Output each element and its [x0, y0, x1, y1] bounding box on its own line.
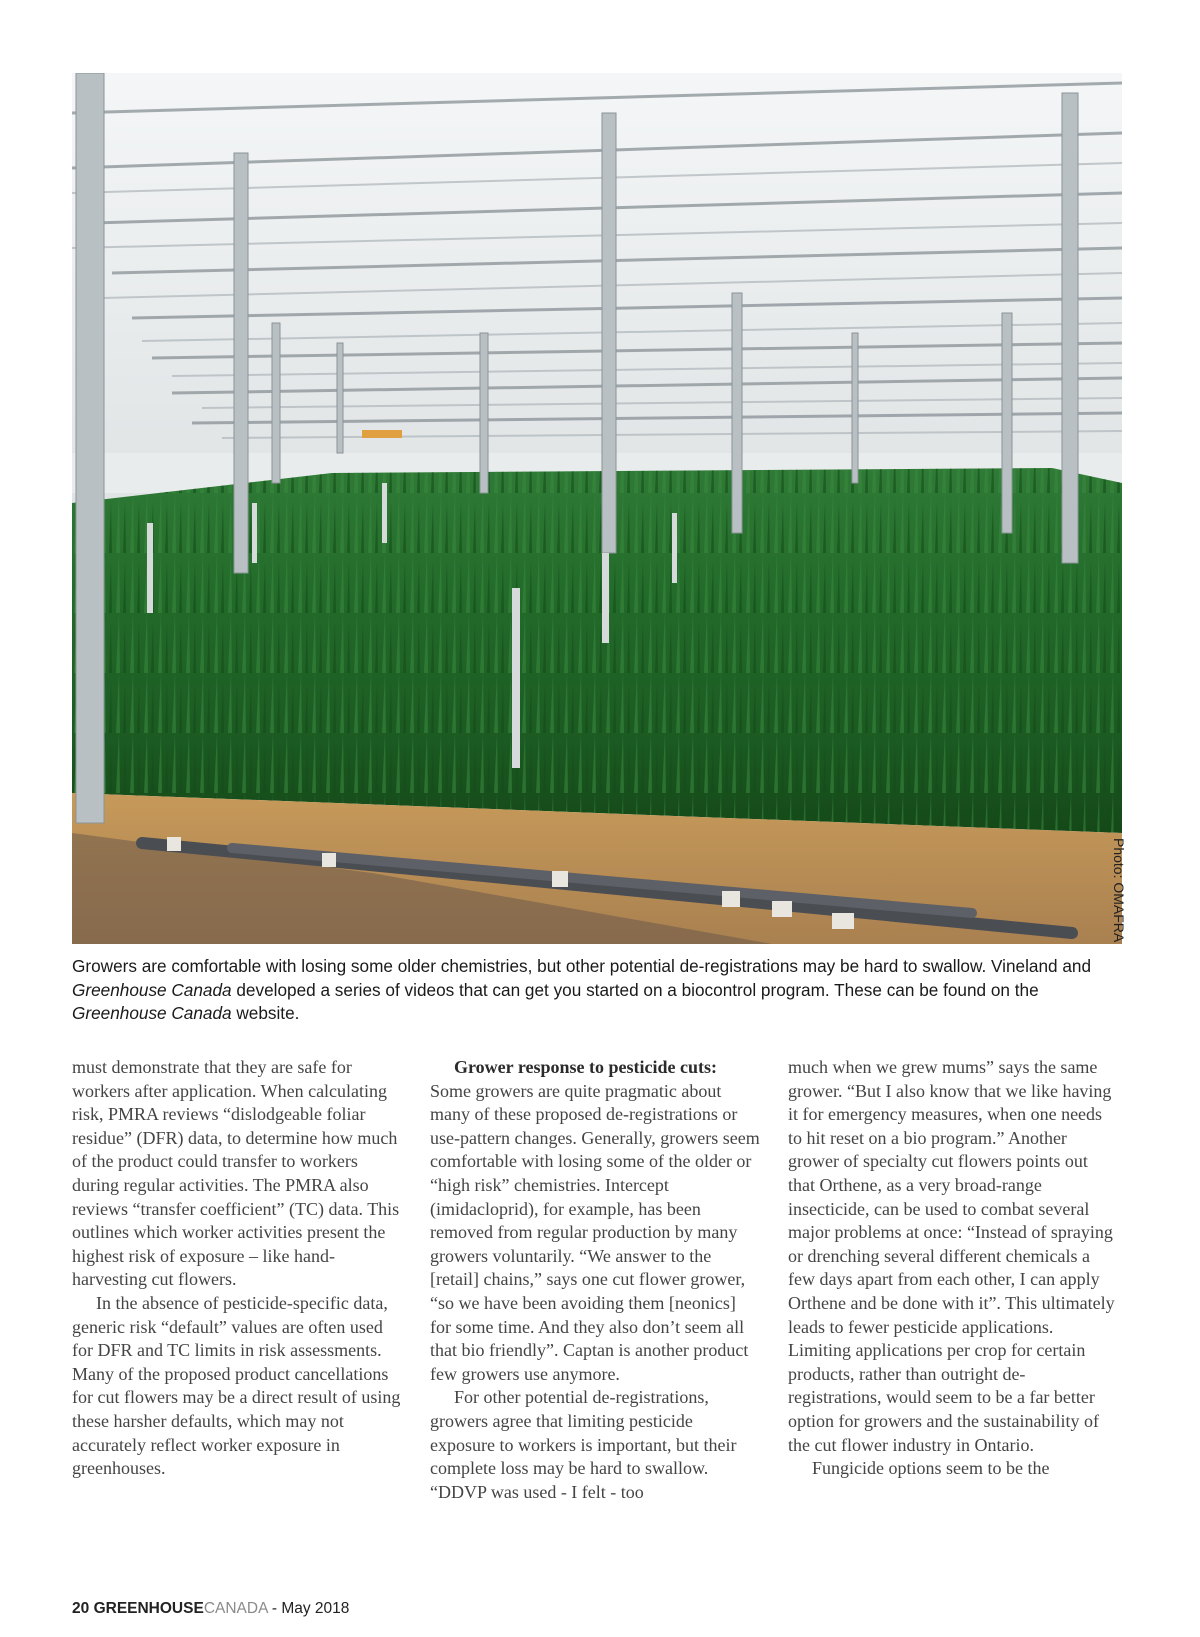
- photo-caption: [72, 955, 1127, 1026]
- article-column-1: [72, 1056, 402, 1481]
- caption-text-2: developed a series of videos that can get you started on a biocontrol program. These can be found on the: [231, 979, 1039, 1000]
- column2-paragraph-1: [430, 1056, 760, 1386]
- column3-paragraph-1: much when we grew mums” says the same grower. “But I also know that we like having it for emergency measures, when one needs to hit reset on a bio program.” Another grower of specialty cut flowers points out that Orthene, as a very broad-range insecticide, can be used to combat several major problems at once: “Instead of spraying or drenching several different chemicals a few days apart from each other, I can apply Orthene and be done with it”. This ultimately leads to fewer pesticide applications. Limiting applications per crop for certain products, rather than outright de-registrations, would seem to be a far better option for growers and the sustainability of the cut flower industry in Ontario.: [788, 1057, 1115, 1455]
- column2-paragraph-1-text: Some growers are quite pragmatic about many of these proposed de-registrations or use-pattern changes. Generally, growers seem comfortable with losing some of the older or “high risk” chemistries. Intercept (imidacloprid), for example, has been removed from regular production by many growers voluntarily. “We answer to the [retail] chains,” says one cut flower grower, “so we have been avoiding them [neonics] for some time. And they also don’t seem all that bio friendly”. Captan is another product few growers use anymore.: [430, 1080, 760, 1384]
- article-column-3: [788, 1056, 1118, 1481]
- page-number: 20: [72, 1600, 90, 1617]
- caption-text-1: Growers are comfortable with losing some older chemistries, but other potential de-registrations may be hard to swallow. Vineland and: [72, 956, 1092, 976]
- column2-paragraph-2: For other potential de-registrations, growers agree that limiting pesticide exposure to workers is important, but their complete loss may be hard to swallow. “DDVP was used - I felt - too: [430, 1387, 737, 1502]
- caption-publication-1: Greenhouse Canada: [72, 979, 232, 1000]
- section-subhead: Grower response to pesticide cuts:: [454, 1057, 717, 1077]
- caption-text-3: website.: [231, 1003, 300, 1024]
- greenhouse-photo: [72, 73, 1122, 944]
- magazine-name-bold: GREENHOUSE: [93, 1600, 204, 1617]
- column1-paragraph-1: must demonstrate that they are safe for workers after application. When calculating risk, PMRA reviews “dislodgeable foliar residue” (DFR) data, to determine how much of the product could transfer to workers during regular activities. The PMRA also reviews “transfer coefficient” (TC) data. This outlines which worker activities present the highest risk of exposure – like hand-harvesting cut flowers.: [72, 1057, 400, 1290]
- magazine-name-light: CANADA: [203, 1600, 268, 1617]
- photo-credit: Photo: OMAFRA: [1111, 838, 1127, 943]
- page-footer: [72, 1600, 349, 1618]
- greenhouse-illustration: [72, 73, 1122, 944]
- issue-date: - May 2018: [271, 1600, 350, 1617]
- column1-paragraph-2: In the absence of pesticide-specific data, generic risk “default” values are often used for DFR and TC limits in risk assessments. Many of the proposed product cancellations for cut flowers may be a direct result of using these harsher defaults, which may not accurately reflect worker exposure in greenhouses.: [72, 1292, 401, 1479]
- article-column-2: [430, 1056, 760, 1504]
- caption-publication-2: Greenhouse Canada: [72, 1003, 232, 1024]
- column3-paragraph-2: Fungicide options seem to be the: [812, 1458, 1050, 1479]
